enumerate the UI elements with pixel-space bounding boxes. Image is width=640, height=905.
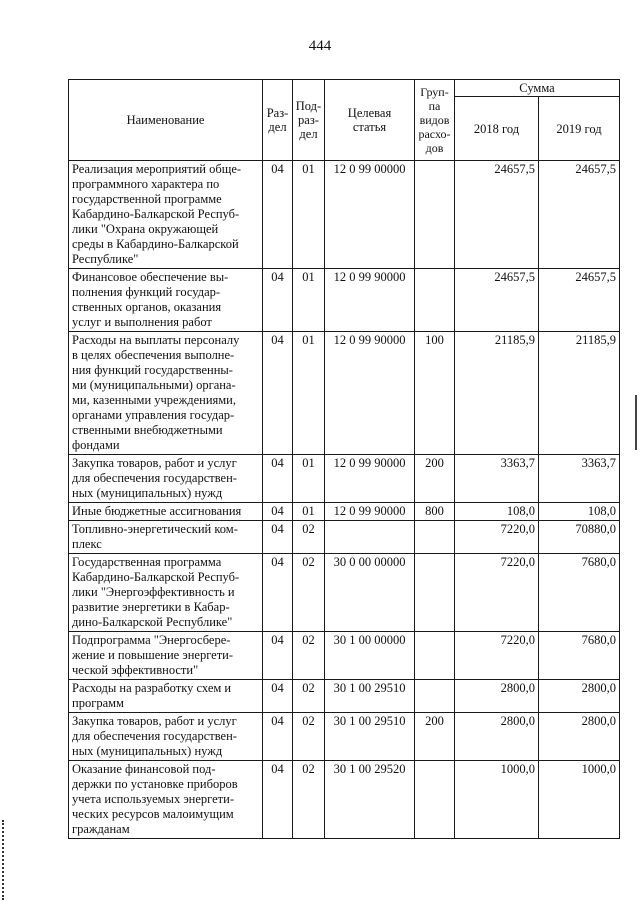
- row-2019-cell: 24657,5: [539, 269, 620, 332]
- budget-table: [68, 79, 620, 839]
- row-article-cell: 30 1 00 29520: [325, 761, 415, 839]
- row-podrazdel-cell: 01: [293, 161, 325, 269]
- row-2018-cell: 7220,0: [455, 632, 539, 680]
- row-article-cell: 12 0 99 90000: [325, 332, 415, 455]
- row-podrazdel-cell: 01: [293, 455, 325, 503]
- table-row: [69, 761, 620, 839]
- header-group: Груп- па видов расхо- дов: [415, 80, 455, 161]
- row-2019-cell: 3363,7: [539, 455, 620, 503]
- row-2018-cell: 2800,0: [455, 713, 539, 761]
- row-group-cell: 200: [415, 455, 455, 503]
- header-year-2019: 2019 год: [539, 97, 620, 161]
- row-name-cell: Финансовое обеспечение вы- полнения функций государ- ственных органов, оказания услуг и выполнения работ: [69, 269, 263, 332]
- row-razdel-cell: 04: [263, 269, 293, 332]
- row-group-cell: [415, 680, 455, 713]
- header-year-2018: 2018 год: [455, 97, 539, 161]
- row-2018-cell: 2800,0: [455, 680, 539, 713]
- row-razdel-cell: 04: [263, 713, 293, 761]
- row-razdel-cell: 04: [263, 332, 293, 455]
- row-2019-cell: 21185,9: [539, 332, 620, 455]
- row-2019-cell: 7680,0: [539, 554, 620, 632]
- row-group-cell: 200: [415, 713, 455, 761]
- table-row: [69, 713, 620, 761]
- table-row: [69, 554, 620, 632]
- row-name-cell: Иные бюджетные ассигнования: [69, 503, 263, 521]
- row-razdel-cell: 04: [263, 680, 293, 713]
- row-name-cell: Оказание финансовой под- держки по установке приборов учета используемых энергети- ческих ресурсов малоимущим гражданам: [69, 761, 263, 839]
- row-name-cell: Закупка товаров, работ и услуг для обеспечения государствен- ных (муниципальных) нужд: [69, 713, 263, 761]
- row-2019-cell: 108,0: [539, 503, 620, 521]
- row-name-cell: Государственная программа Кабардино-Балкарской Респуб- лики "Энергоэффективность и развитие энергетики в Кабар- дино-Балкарской Республике": [69, 554, 263, 632]
- page-number: 444: [308, 38, 332, 54]
- row-podrazdel-cell: 01: [293, 503, 325, 521]
- row-razdel-cell: 04: [263, 632, 293, 680]
- row-name-cell: Закупка товаров, работ и услуг для обеспечения государствен- ных (муниципальных) нужд: [69, 455, 263, 503]
- row-podrazdel-cell: 02: [293, 713, 325, 761]
- header-razdel: Раз- дел: [263, 80, 293, 161]
- scan-edge-marks: [2, 820, 7, 900]
- row-group-cell: 100: [415, 332, 455, 455]
- row-group-cell: [415, 269, 455, 332]
- header-sum: Сумма: [455, 80, 620, 97]
- row-name-cell: Топливно-энергетический ком- плекс: [69, 521, 263, 554]
- row-2019-cell: 1000,0: [539, 761, 620, 839]
- row-razdel-cell: 04: [263, 761, 293, 839]
- row-article-cell: 30 0 00 00000: [325, 554, 415, 632]
- row-razdel-cell: 04: [263, 503, 293, 521]
- row-podrazdel-cell: 02: [293, 761, 325, 839]
- row-group-cell: [415, 554, 455, 632]
- row-podrazdel-cell: 01: [293, 269, 325, 332]
- header-article: Целевая статья: [325, 80, 415, 161]
- row-razdel-cell: 04: [263, 521, 293, 554]
- row-name-cell: Расходы на выплаты персоналу в целях обеспечения выполне- ния функций государственны- ми (муниципальными) органа- ми, казенными учреждениями, органами управления государ- ственными внебюджетными фондами: [69, 332, 263, 455]
- table-row: [69, 455, 620, 503]
- table-row: [69, 503, 620, 521]
- row-podrazdel-cell: 02: [293, 680, 325, 713]
- row-name-cell: Расходы на разработку схем и программ: [69, 680, 263, 713]
- row-group-cell: [415, 521, 455, 554]
- table-row: [69, 521, 620, 554]
- table-row: [69, 161, 620, 269]
- row-2018-cell: 1000,0: [455, 761, 539, 839]
- row-2019-cell: 7680,0: [539, 632, 620, 680]
- table-row: [69, 632, 620, 680]
- row-group-cell: 800: [415, 503, 455, 521]
- header-name: [69, 80, 263, 161]
- row-2019-cell: 24657,5: [539, 161, 620, 269]
- row-podrazdel-cell: 02: [293, 632, 325, 680]
- table-body: [69, 161, 620, 839]
- row-group-cell: [415, 761, 455, 839]
- row-podrazdel-cell: 02: [293, 521, 325, 554]
- row-article-cell: [325, 521, 415, 554]
- row-2018-cell: 108,0: [455, 503, 539, 521]
- row-2018-cell: 3363,7: [455, 455, 539, 503]
- row-2019-cell: 70880,0: [539, 521, 620, 554]
- row-razdel-cell: 04: [263, 455, 293, 503]
- row-podrazdel-cell: 02: [293, 554, 325, 632]
- table-row: [69, 332, 620, 455]
- row-podrazdel-cell: 01: [293, 332, 325, 455]
- row-2019-cell: 2800,0: [539, 680, 620, 713]
- header-name-text: Наименование: [126, 113, 205, 127]
- row-2018-cell: 7220,0: [455, 554, 539, 632]
- row-group-cell: [415, 161, 455, 269]
- row-2018-cell: 24657,5: [455, 161, 539, 269]
- row-razdel-cell: 04: [263, 161, 293, 269]
- row-2018-cell: 21185,9: [455, 332, 539, 455]
- row-name-cell: Реализация мероприятий обще- программного характера по государственной программе Кабардино-Балкарской Респуб- лики "Охрана окружающей среды в Кабардино-Балкарской Республике": [69, 161, 263, 269]
- row-article-cell: 12 0 99 90000: [325, 455, 415, 503]
- row-name-cell: Подпрограмма "Энергосбере- жение и повышение энергети- ческой эффективности": [69, 632, 263, 680]
- row-article-cell: 12 0 99 00000: [325, 161, 415, 269]
- row-razdel-cell: 04: [263, 554, 293, 632]
- row-2019-cell: 2800,0: [539, 713, 620, 761]
- row-article-cell: 12 0 99 90000: [325, 503, 415, 521]
- row-article-cell: 30 1 00 00000: [325, 632, 415, 680]
- row-2018-cell: 24657,5: [455, 269, 539, 332]
- scan-edge-mark: [635, 395, 637, 450]
- row-group-cell: [415, 632, 455, 680]
- row-article-cell: 12 0 99 90000: [325, 269, 415, 332]
- header-podrazdel: Под- раз- дел: [293, 80, 325, 161]
- row-2018-cell: 7220,0: [455, 521, 539, 554]
- row-article-cell: 30 1 00 29510: [325, 680, 415, 713]
- table-row: [69, 269, 620, 332]
- row-article-cell: 30 1 00 29510: [325, 713, 415, 761]
- table-row: [69, 680, 620, 713]
